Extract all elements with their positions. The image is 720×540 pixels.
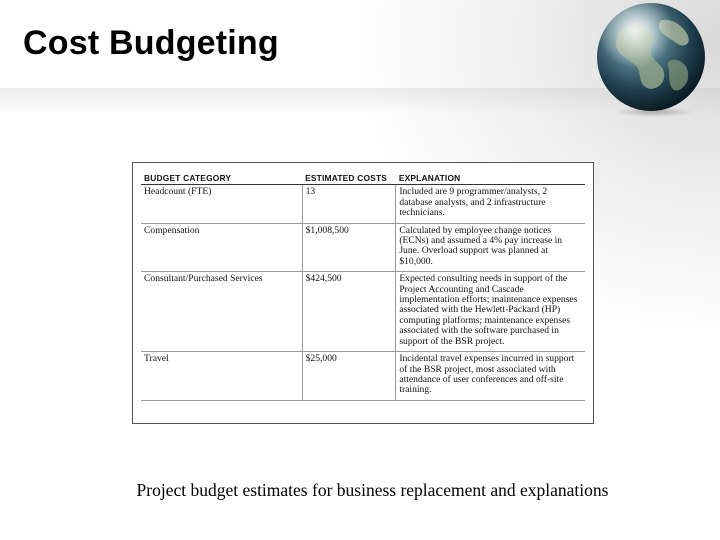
row-explanation: Included are 9 programmer/analysts, 2 database analysts, and 2 infrastructure technicians. [396,185,585,223]
globe-icon [592,0,710,118]
table-row [141,352,585,401]
row-category: Consultant/Purchased Services [141,272,302,352]
header-budget-category: BUDGET CATEGORY [141,171,302,185]
row-cost: $1,008,500 [302,223,396,272]
table-row [141,272,585,352]
budget-table [141,171,585,401]
row-cost: $424,500 [302,272,396,352]
table-row [141,185,585,223]
slide-caption: Project budget estimates for business replacement and explanations [136,480,609,500]
row-cost: 13 [302,185,396,223]
slide-title: Cost Budgeting [23,24,279,62]
row-category: Headcount (FTE) [141,185,302,223]
header-explanation: EXPLANATION [396,171,585,185]
row-explanation: Expected consulting needs in support of the Project Accounting and Cascade implementation efforts; maintenance expenses associated with the Hewlett-Packard (HP) computing platforms; maintenance expenses associated with the software purchased in support of the BSR project. [396,272,585,352]
row-cost: $25,000 [302,352,396,401]
row-explanation: Incidental travel expenses incurred in support of the BSR project, most associated with attendance of user conferences and off-site training. [396,352,585,401]
header-estimated-costs: ESTIMATED COSTS [302,171,396,185]
row-category: Compensation [141,223,302,272]
table-header-row [141,171,585,185]
table-row [141,223,585,272]
row-category: Travel [141,352,302,401]
row-explanation: Calculated by employee change notices (ECNs) and assumed a 4% pay increase in June. Overload support was planned at $10,000. [396,223,585,272]
budget-table-frame [132,162,594,424]
